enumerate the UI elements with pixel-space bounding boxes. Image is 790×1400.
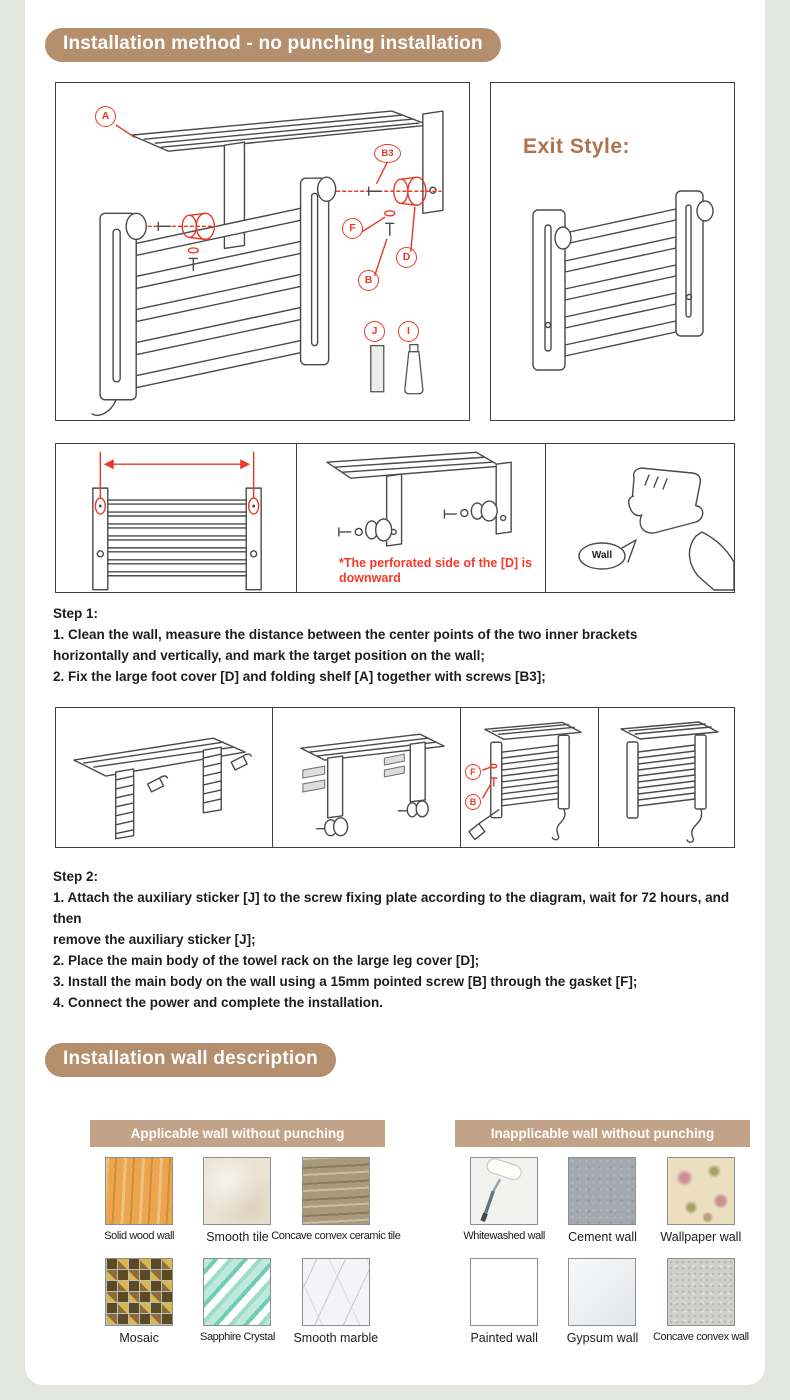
wall-texture-image — [568, 1258, 636, 1326]
inapplicable-wall-grid — [455, 1157, 750, 1345]
part-label-i: I — [398, 321, 419, 342]
exit-style-title: Exit Style: — [523, 135, 631, 158]
wall-type-item — [652, 1258, 750, 1345]
part-label-b: B — [465, 794, 481, 810]
wall-texture-image — [568, 1157, 636, 1225]
part-label-d: D — [396, 247, 417, 268]
wall-texture-image — [302, 1258, 370, 1326]
part-label-b: B — [358, 270, 379, 291]
step2-line: 1. Attach the auxiliary sticker [J] to the screw fixing plate according to the diagram, wait for 72 hours, and then — [53, 890, 730, 926]
applicable-wall-group — [90, 1120, 401, 1345]
wall-texture-image — [203, 1258, 271, 1326]
wall-texture-image — [302, 1157, 370, 1225]
step1-line: horizontally and vertically, and mark the target position on the wall; — [53, 648, 485, 663]
wall-texture-image — [105, 1157, 173, 1225]
exit-style-box — [490, 82, 735, 421]
part-label-f: F — [342, 218, 363, 239]
wall-type-item — [90, 1258, 188, 1345]
step1-title: Step 1: — [53, 606, 99, 621]
wall-type-label: Smooth marble — [293, 1331, 379, 1345]
wall-type-label: Cement wall — [568, 1230, 637, 1244]
step2-line: 3. Install the main body on the wall using a 15mm pointed screw [B] through the gasket [F]; — [53, 974, 638, 989]
inapplicable-wall-header: Inapplicable wall without punching — [455, 1120, 750, 1147]
step1-text — [53, 603, 765, 687]
part-label-a: A — [95, 106, 116, 127]
wall-texture-image — [667, 1157, 735, 1225]
screw-install-panel — [461, 708, 599, 847]
main-diagram-row — [55, 82, 735, 421]
foot-cover-attach-panel — [273, 708, 461, 847]
wall-type-item — [652, 1157, 750, 1244]
step2-title: Step 2: — [53, 869, 99, 884]
wall-texture-image — [667, 1258, 735, 1326]
step2-line: 4. Connect the power and complete the installation. — [53, 995, 384, 1010]
wall-type-item — [271, 1157, 401, 1244]
perforated-note-line1: *The perforated side of the [D] is — [339, 556, 533, 570]
perforated-note-line2: downward — [339, 571, 401, 585]
wall-types-section — [90, 1120, 765, 1345]
wall-type-label: Whitewashed wall — [463, 1230, 545, 1242]
finished-install-diagram — [599, 708, 734, 847]
wall-texture-image — [470, 1157, 538, 1225]
section-title-wall-description: Installation wall description — [45, 1043, 336, 1077]
wall-texture-image — [470, 1258, 538, 1326]
wall-bubble-label: Wall — [591, 550, 613, 561]
screw-install-diagram — [461, 708, 598, 847]
sticker-apply-diagram — [56, 708, 272, 847]
step2-line: remove the auxiliary sticker [J]; — [53, 932, 256, 947]
foot-cover-attach-diagram — [273, 708, 460, 847]
wall-texture-image — [203, 1157, 271, 1225]
sticker-apply-panel — [56, 708, 273, 847]
wall-type-item — [287, 1258, 385, 1345]
finished-install-panel — [599, 708, 734, 847]
step2-diagram-box — [55, 707, 735, 848]
step2-text — [53, 866, 765, 1013]
applicable-wall-header: Applicable wall without punching — [90, 1120, 385, 1147]
wall-type-label: Solid wood wall — [104, 1230, 175, 1242]
wall-type-label: Concave convex ceramic tile — [271, 1230, 401, 1242]
part-label-j: J — [364, 321, 385, 342]
part-label-b3: B3 — [374, 144, 401, 163]
part-label-f: F — [465, 764, 481, 780]
wall-type-label: Mosaic — [119, 1331, 159, 1345]
assembly-diagram-box — [55, 82, 470, 421]
wall-type-label: Concave convex wall — [652, 1331, 749, 1343]
measure-panel — [56, 444, 297, 592]
applicable-wall-grid — [90, 1157, 401, 1345]
wall-type-label: Smooth tile — [206, 1230, 269, 1244]
paint-roller-icon — [471, 1158, 537, 1224]
step1-line: 1. Clean the wall, measure the distance between the center points of the two inner brackets — [53, 627, 638, 642]
section-title-installation-method: Installation method - no punching installation — [45, 28, 501, 62]
wall-type-label: Gypsum wall — [566, 1331, 639, 1345]
wall-type-item — [188, 1258, 286, 1345]
wall-type-item — [90, 1157, 188, 1244]
step2-line: 2. Place the main body of the towel rack on the large leg cover [D]; — [53, 953, 480, 968]
wall-type-item — [553, 1157, 651, 1244]
shelf-foot-cover-panel — [297, 444, 546, 592]
hand-holding-bracket-diagram — [546, 444, 734, 592]
wall-type-label: Sapphire Crystal — [200, 1331, 275, 1343]
page-card — [25, 0, 765, 1385]
measure-diagram — [56, 444, 296, 592]
wall-texture-image — [105, 1258, 173, 1326]
exit-style-diagram — [491, 83, 734, 417]
wall-type-label: Wallpaper wall — [660, 1230, 742, 1244]
step1-diagram-box — [55, 443, 735, 593]
wall-type-item — [455, 1258, 553, 1345]
step1-line: 2. Fix the large foot cover [D] and folding shelf [A] together with screws [B3]; — [53, 669, 546, 684]
perforated-note — [339, 556, 532, 586]
wall-type-item — [553, 1258, 651, 1345]
wall-type-label: Painted wall — [470, 1331, 538, 1345]
wall-type-item — [455, 1157, 553, 1244]
inapplicable-wall-group — [455, 1120, 750, 1345]
hand-wall-panel — [546, 444, 734, 592]
